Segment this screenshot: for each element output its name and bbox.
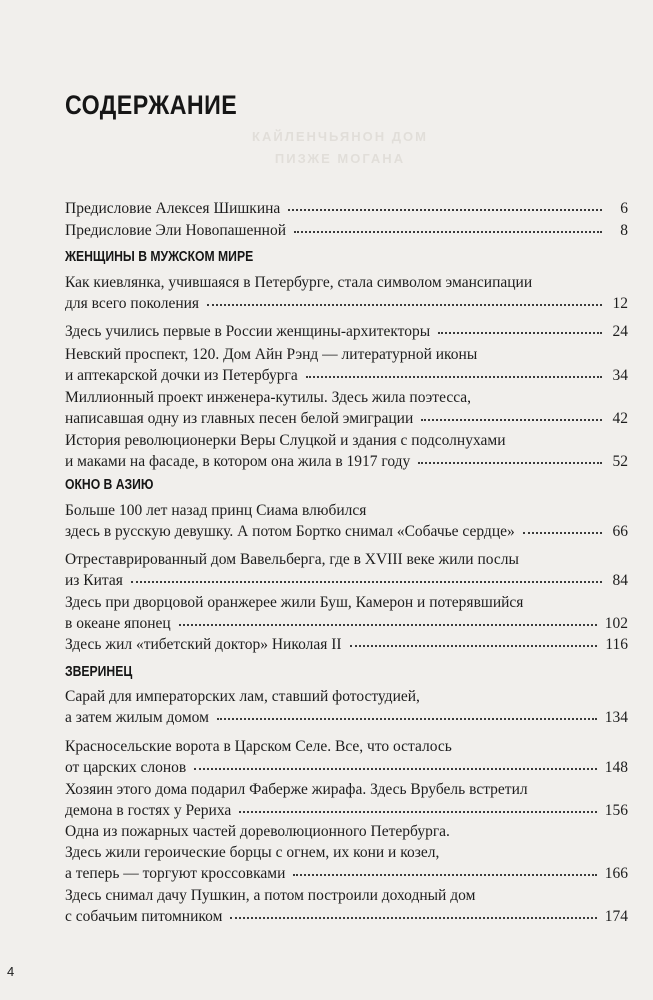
toc-page-number: 52: [612, 453, 628, 470]
page-title: СОДЕРЖАНИЕ: [65, 90, 238, 120]
toc-page-number: 156: [604, 802, 628, 819]
toc-entry[interactable]: [65, 549, 628, 591]
toc-entry[interactable]: [65, 686, 628, 728]
dot-leader: [350, 645, 598, 647]
toc-page-number: 42: [612, 410, 628, 427]
toc-page-number: 134: [604, 709, 628, 726]
toc-entry-title-line: Здесь снимал дачу Пушкин, а потом построили доходный дом: [65, 887, 476, 904]
toc-entry-title-line: Здесь жил «тибетский доктор» Николая II: [65, 636, 342, 653]
page-number: 4: [7, 964, 15, 979]
toc-entry[interactable]: [65, 592, 628, 634]
toc-entry-title-line: Сарай для императорских лам, ставший фотостудией,: [65, 688, 420, 705]
toc-entry[interactable]: [65, 344, 628, 386]
bleed-through-text: [235, 126, 445, 170]
bleed-through-line: КАЙЛЕНЧЬЯНОН ДОМ: [252, 129, 428, 144]
dot-leader: [523, 532, 602, 534]
dot-leader: [179, 624, 597, 626]
dot-leader: [306, 376, 602, 378]
toc-entry-title-line: для всего поколения: [65, 295, 200, 312]
toc-entry-title-line: Красносельские ворота в Царском Селе. Все, что осталось: [65, 738, 452, 755]
toc-entry[interactable]: [65, 634, 628, 655]
toc-page-number: 84: [612, 572, 628, 589]
dot-leader: [421, 419, 602, 421]
dot-leader: [131, 581, 602, 583]
bleed-through-line: ПИЗЖЕ МОГАНА: [274, 151, 406, 166]
toc-page-number: 6: [620, 200, 628, 217]
toc-entry-title-line: в океане японец: [65, 615, 171, 632]
dot-leader: [418, 462, 602, 464]
section-heading: ЖЕНЩИНЫ В МУЖСКОМ МИРЕ: [65, 249, 254, 265]
toc-entry[interactable]: [65, 321, 628, 342]
dot-leader: [194, 768, 597, 770]
toc-entry-title-line: написавшая одну из главных песен белой эмиграции: [65, 410, 414, 427]
dot-leader: [293, 874, 596, 876]
toc-page-number: 66: [612, 523, 628, 540]
dot-leader: [239, 811, 596, 813]
toc-page-number: 34: [612, 367, 628, 384]
toc-entry-title-line: Отреставрированный дом Вавельберга, где в XVIII веке жили послы: [65, 551, 519, 568]
toc-page-number: 148: [604, 759, 628, 776]
dot-leader: [207, 304, 602, 306]
toc-entry-title-line: с собачьим питомником: [65, 908, 223, 925]
toc-entry-title-line: Здесь жили героические борцы с огнем, их кони и козел,: [65, 844, 440, 861]
toc-page-number: 166: [604, 865, 628, 882]
toc-entry-title-line: а затем жилым домом: [65, 709, 209, 726]
toc-entry[interactable]: [65, 821, 628, 884]
section-heading: ОКНО В АЗИЮ: [65, 477, 154, 493]
toc-entry-title-line: Предисловие Алексея Шишкина: [65, 200, 281, 217]
toc-page-number: 12: [612, 295, 628, 312]
toc-page-number: 174: [604, 908, 628, 925]
toc-entry-title-line: Хозяин этого дома подарил Фаберже жирафа. Здесь Врубель встретил: [65, 781, 528, 798]
toc-entry-title-line: Здесь при дворцовой оранжерее жили Буш, Камерон и потерявшийся: [65, 594, 524, 611]
toc-entry-title-line: из Китая: [65, 572, 123, 589]
dot-leader: [438, 332, 602, 334]
toc-entry-title-line: Как киевлянка, учившаяся в Петербурге, стала символом эмансипации: [65, 274, 533, 291]
toc-entry-title-line: и маками на фасаде, в котором она жила в 1917 году: [65, 453, 411, 470]
toc-entry-title-line: Одна из пожарных частей дореволюционного Петербурга.: [65, 823, 450, 840]
toc-page-number: 116: [605, 636, 628, 653]
toc-page-number: 102: [604, 615, 628, 632]
dot-leader: [217, 718, 597, 720]
toc-entry[interactable]: [65, 198, 628, 219]
toc-entry-title-line: Здесь учились первые в России женщины-архитекторы: [65, 323, 431, 340]
toc-entry-title-line: Предисловие Эли Новопашенной: [65, 222, 286, 239]
toc-entry-title-line: от царских слонов: [65, 759, 187, 776]
toc-entry[interactable]: [65, 272, 628, 314]
toc-entry[interactable]: [65, 500, 628, 542]
toc-entry-title-line: здесь в русскую девушку. А потом Бортко снимал «Собачье сердце»: [65, 523, 515, 540]
section-heading: ЗВЕРИНЕЦ: [65, 664, 133, 680]
toc-entry[interactable]: [65, 779, 628, 821]
toc-entry-title-line: Больше 100 лет назад принц Сиама влюбился: [65, 502, 367, 519]
dot-leader: [288, 209, 602, 211]
toc-entry-title-line: Невский проспект, 120. Дом Айн Рэнд — литературной иконы: [65, 346, 478, 363]
toc-page-number: 24: [612, 323, 628, 340]
toc-entry-title-line: демона в гостях у Рериха: [65, 802, 232, 819]
toc-entry[interactable]: [65, 430, 628, 472]
toc-entry[interactable]: [65, 220, 628, 241]
toc-entry-title-line: История революционерки Веры Слуцкой и здания с подсолнухами: [65, 432, 506, 449]
toc-entry-title-line: и аптекарской дочки из Петербурга: [65, 367, 298, 384]
toc-entry[interactable]: [65, 885, 628, 927]
dot-leader: [294, 231, 602, 233]
toc-entry-title-line: Миллионный проект инженера-кутилы. Здесь жила поэтесса,: [65, 389, 472, 406]
toc-entry[interactable]: [65, 387, 628, 429]
dot-leader: [230, 917, 596, 919]
toc-page-number: 8: [620, 222, 628, 239]
toc-entry[interactable]: [65, 736, 628, 778]
toc-entry-title-line: а теперь — торгуют кроссовками: [65, 865, 286, 882]
